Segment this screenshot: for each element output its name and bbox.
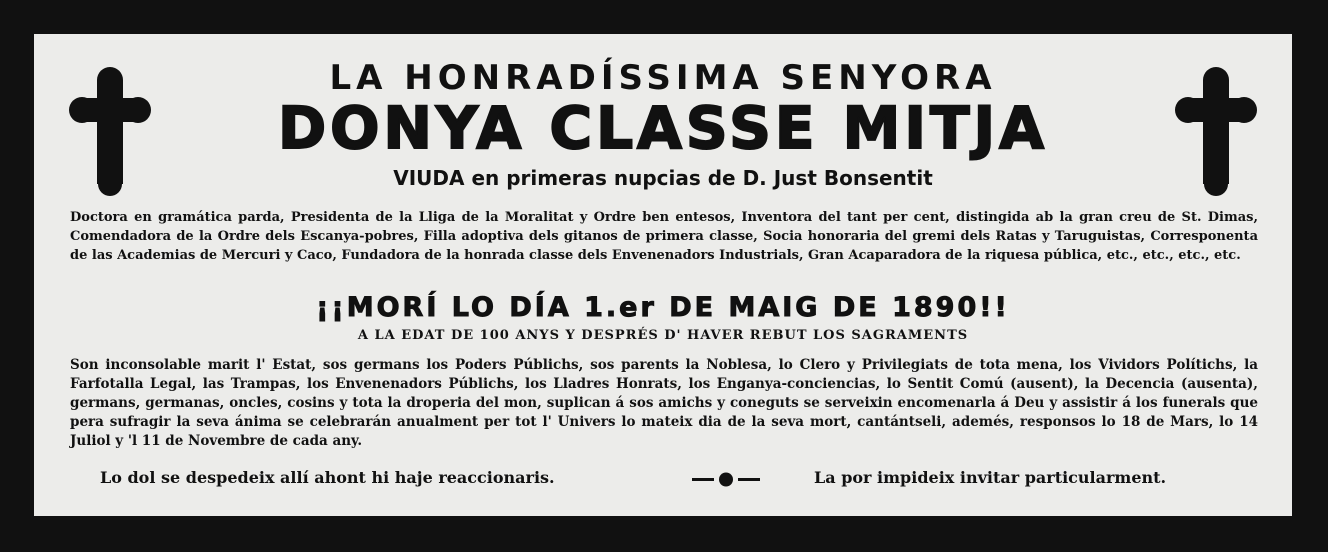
titles-paragraph: Doctora en gramática parda, Presidenta de la Lliga de la Moralitat y Ordre ben entesos, Inventora del tant per cent, distingida ab la gran creu de St. Dimas, Comendadora de la Ordre dels Escanya-pobres, Filla adoptiva dels gitanos de primera classe, Socia honoraria del gremi dels Ratas y Taruguistas, Corresponenta de las Academias de Mercuri y Caco, Fundadora de la honrada classe dels Envenenadors Industrials, Gran Acaparadora de la riquesa pública, etc., etc., etc., etc. [70, 210, 1258, 263]
age-line: A LA EDAT DE 100 ANYS Y DESPRÉS D' HAVER REBUT LOS SAGRAMENTS [357, 328, 969, 343]
death-announcement: ¡¡MORÍ LO DÍA 1.er DE MAIG DE 1890!! [316, 292, 1010, 323]
footer-left-text: Lo dol se despedeix allí ahont hi haje reaccionaris. [100, 468, 555, 487]
mourners-paragraph: Son inconsolable marit l' Estat, sos germans los Poders Públichs, sos parents la Noblesa, lo Clero y Privilegiats de tota mena, los Vividors Polítichs, la Farfotalla Legal, las Trampas, los Envenenadors Públichs, los Lladres Honrats, los Enganya-conciencias, lo Sentit Comú (ausent), la Decencia (ausenta), germans, germanas, oncles, cosins y tota la droperia del mon, suplican á sos amichs y coneguts se serveixin encomenarla á Deu y assistir á los funerals que pera sufragir la seva ánima se celebrarán anualment per tot l' Univers lo mateix dia de la seva mort, cantántseli, ademés, responsos lo 18 de Mars, lo 14 Juliol y 'l 11 de Novembre de cada any. [70, 357, 1258, 449]
deceased-name: DONYA CLASSE MITJA [277, 94, 1048, 162]
footer [34, 468, 1292, 492]
obituary-notice [34, 34, 1292, 516]
honorific-heading: LA HONRADÍSSIMA SENYORA [329, 58, 997, 98]
separator-ornament [690, 470, 762, 488]
footer-right-text: La por impideix invitar particularment. [814, 468, 1167, 487]
widow-subtitle: VIUDA en primeras nupcias de D. Just Bonsentit [393, 166, 933, 190]
